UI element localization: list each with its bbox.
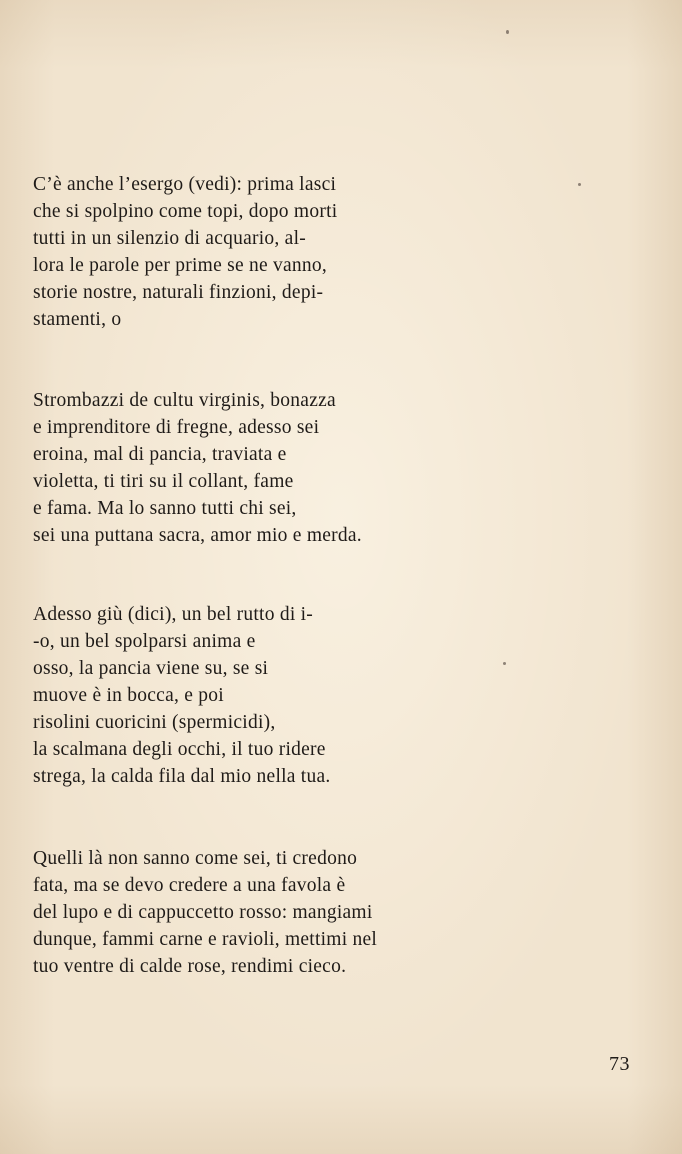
stanza-2: [33, 387, 362, 549]
poem-line: C’è anche l’esergo (vedi): prima lasci: [33, 174, 337, 195]
poem-line: eroina, mal di pancia, traviata e: [33, 444, 287, 465]
paper-speck: [503, 662, 506, 665]
poem-line: osso, la pancia viene su, se si: [33, 658, 269, 679]
poem-line: risolini cuoricini (spermicidi),: [33, 712, 276, 733]
poem-line: e imprenditore di fregne, adesso sei: [33, 417, 320, 438]
poem-line: violetta, ti tiri su il collant, fame: [33, 471, 294, 492]
page-number: 73: [609, 1053, 630, 1075]
poem-line: muove è in bocca, e poi: [33, 685, 224, 706]
poem-line: storie nostre, naturali finzioni, depi-: [33, 282, 324, 303]
stanza-3: [33, 601, 331, 790]
paper-speck: [578, 183, 581, 186]
poem-line: Adesso giù (dici), un bel rutto di i-: [33, 604, 314, 625]
poem-line: stamenti, o: [33, 309, 122, 330]
poem-line: -o, un bel spolparsi anima e: [33, 631, 256, 652]
poem-line: Strombazzi de cultu virginis, bonazza: [33, 390, 336, 411]
poem-line: del lupo e di cappuccetto rosso: mangiami: [33, 902, 373, 923]
paper-speck: [506, 30, 509, 34]
poem-line: tuo ventre di calde rose, rendimi cieco.: [33, 956, 347, 977]
poem-line: la scalmana degli occhi, il tuo ridere: [33, 739, 326, 760]
poem-line: e fama. Ma lo sanno tutti chi sei,: [33, 498, 297, 519]
poem-line: dunque, fammi carne e ravioli, mettimi nel: [33, 929, 378, 950]
stanza-1: [33, 171, 337, 333]
poem-line: tutti in un silenzio di acquario, al-: [33, 228, 306, 249]
poem-line: sei una puttana sacra, amor mio e merda.: [33, 525, 362, 546]
poem-line: Quelli là non sanno come sei, ti credono: [33, 848, 358, 869]
poem-line: strega, la calda fila dal mio nella tua.: [33, 766, 331, 787]
stanza-4: [33, 845, 377, 980]
poem-line: lora le parole per prime se ne vanno,: [33, 255, 328, 276]
poem-line: fata, ma se devo credere a una favola è: [33, 875, 346, 896]
poem-line: che si spolpino come topi, dopo morti: [33, 201, 338, 222]
